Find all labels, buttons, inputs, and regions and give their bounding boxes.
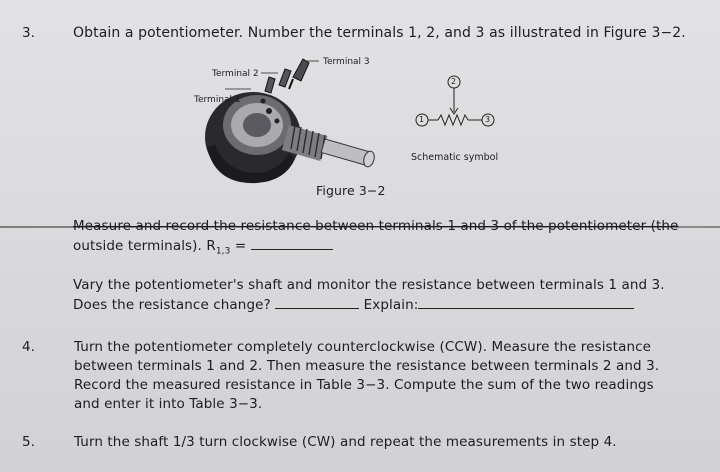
measure-subscript: 1,3 xyxy=(215,246,231,257)
resistance-change-question: Does the resistance change? xyxy=(73,297,271,313)
terminal-2-label: Terminal 2 xyxy=(212,69,259,79)
vary-instruction-line2 xyxy=(73,297,634,313)
measure-text: outside terminals). R xyxy=(73,238,216,254)
explain-blank[interactable] xyxy=(418,298,634,309)
figure-caption: Figure 3−2 xyxy=(316,183,386,198)
resistance-change-blank[interactable] xyxy=(275,298,359,309)
step-4-number: 4. xyxy=(22,339,35,355)
step-4-line-1: Turn the potentiometer completely counterclockwise (CCW). Measure the resistance xyxy=(74,339,652,355)
resistance-r13-blank[interactable] xyxy=(251,239,333,250)
terminal-3-label: Terminal 3 xyxy=(323,57,370,67)
step-4-line-4: and enter it into Table 3−3. xyxy=(74,396,263,412)
terminal-1-label: Terminal 1 xyxy=(194,95,241,105)
step-4-line-3: Record the measured resistance in Table 3−3. Compute the sum of the two readings xyxy=(74,377,654,393)
measure-instruction-line2 xyxy=(73,238,333,257)
step-5-line: Turn the shaft 1/3 turn clockwise (CW) and repeat the measurements in step 4. xyxy=(74,434,617,450)
step-3-instruction: Obtain a potentiometer. Number the terminals 1, 2, and 3 as illustrated in Figure 3−2. xyxy=(73,25,686,41)
schematic-terminal-1: 1 xyxy=(419,115,425,124)
schematic-terminal-2: 2 xyxy=(451,77,457,86)
vary-instruction-line1: Vary the potentiometer's shaft and monitor the resistance between terminals 1 and 3. xyxy=(73,277,665,293)
schematic-caption: Schematic symbol xyxy=(411,152,499,163)
step-4-line-2: between terminals 1 and 2. Then measure the resistance between terminals 2 and 3. xyxy=(74,358,660,374)
measure-equals: = xyxy=(234,238,247,254)
schematic-terminal-3: 3 xyxy=(485,115,491,124)
explain-label: Explain: xyxy=(363,297,419,313)
schematic-symbol xyxy=(408,72,508,144)
step-5-number: 5. xyxy=(22,434,35,450)
measure-instruction-line1: Measure and record the resistance between terminals 1 and 3 of the potentiometer (the xyxy=(73,218,679,234)
step-3-number: 3. xyxy=(22,25,35,41)
